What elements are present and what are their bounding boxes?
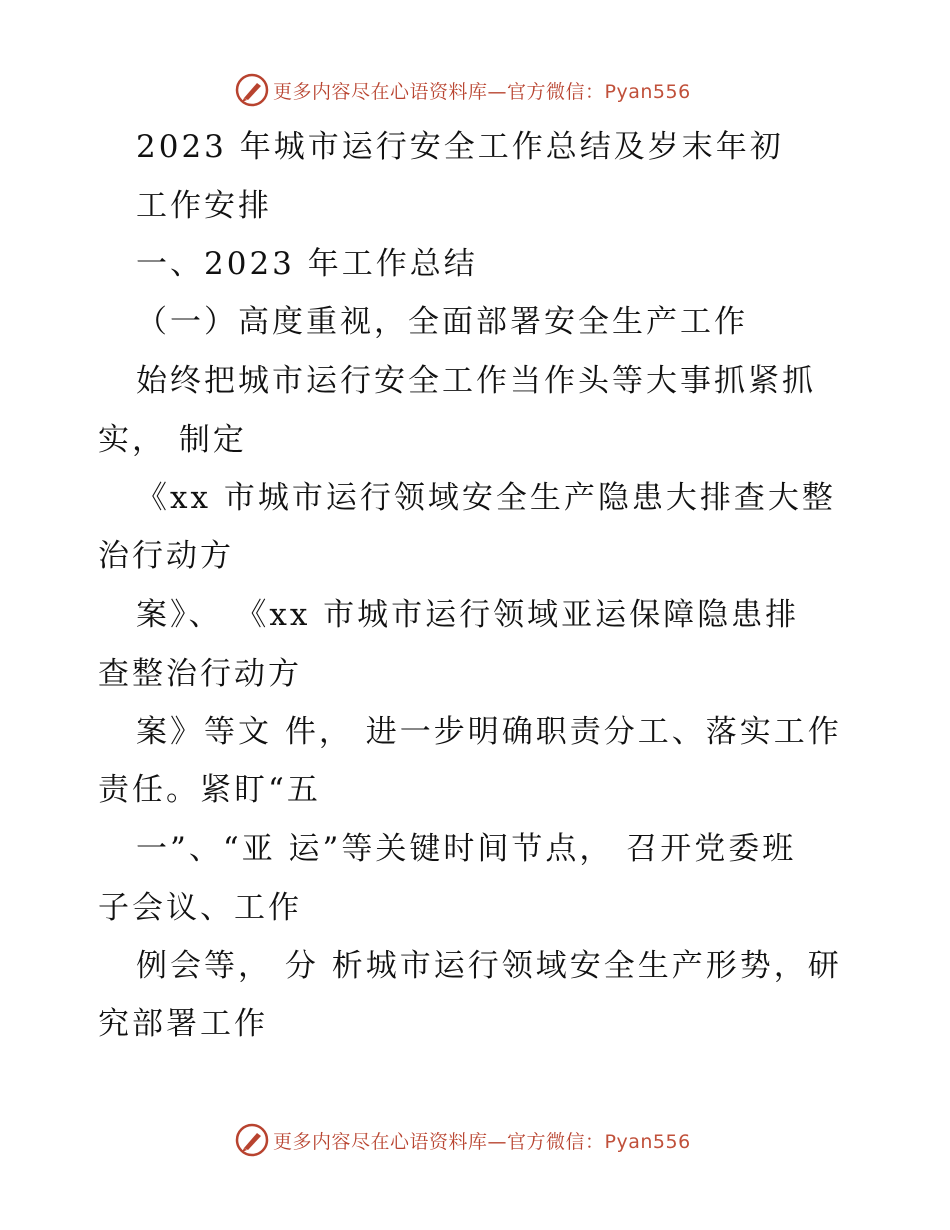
paragraph-line: 子会议、工作 — [98, 890, 302, 926]
watermark-text: 更多内容尽在心语资料库—官方微信：Pyan556 — [273, 80, 691, 103]
paragraph-line: 一”、“亚 运”等关键时间节点， 召开党委班 — [136, 831, 797, 867]
paragraph-line: 实， 制定 — [98, 422, 247, 458]
pen-logo-icon — [235, 73, 269, 107]
doc-title-line-1: 2023 年城市运行安全工作总结及岁末年初 — [136, 129, 784, 165]
paragraph-line: 究部署工作 — [98, 1006, 268, 1042]
section-heading: 一、2023 年工作总结 — [136, 246, 478, 282]
watermark-text: 更多内容尽在心语资料库—官方微信：Pyan556 — [273, 1130, 691, 1153]
paragraph-line: 《xx 市城市运行领域安全生产隐患大排查大整 — [136, 480, 836, 516]
subsection-heading: （一）高度重视，全面部署安全生产工作 — [136, 304, 748, 340]
watermark-header — [235, 73, 691, 107]
paragraph-line: 例会等， 分 析城市运行领域安全生产形势，研 — [136, 948, 842, 984]
paragraph-line: 始终把城市运行安全工作当作头等大事抓紧抓 — [136, 363, 816, 399]
paragraph-line: 案》等文 件， 进一步明确职责分工、落实工作 — [136, 714, 842, 750]
paragraph-line: 查整治行动方 — [98, 656, 302, 692]
paragraph-line: 责任。紧盯“五 — [98, 772, 321, 808]
watermark-footer — [235, 1123, 691, 1157]
pen-logo-icon — [235, 1123, 269, 1157]
paragraph-line: 案》、 《xx 市城市运行领域亚运保障隐患排 — [136, 597, 800, 633]
paragraph-line: 治行动方 — [98, 538, 234, 574]
doc-title-line-2: 工作安排 — [136, 188, 272, 224]
